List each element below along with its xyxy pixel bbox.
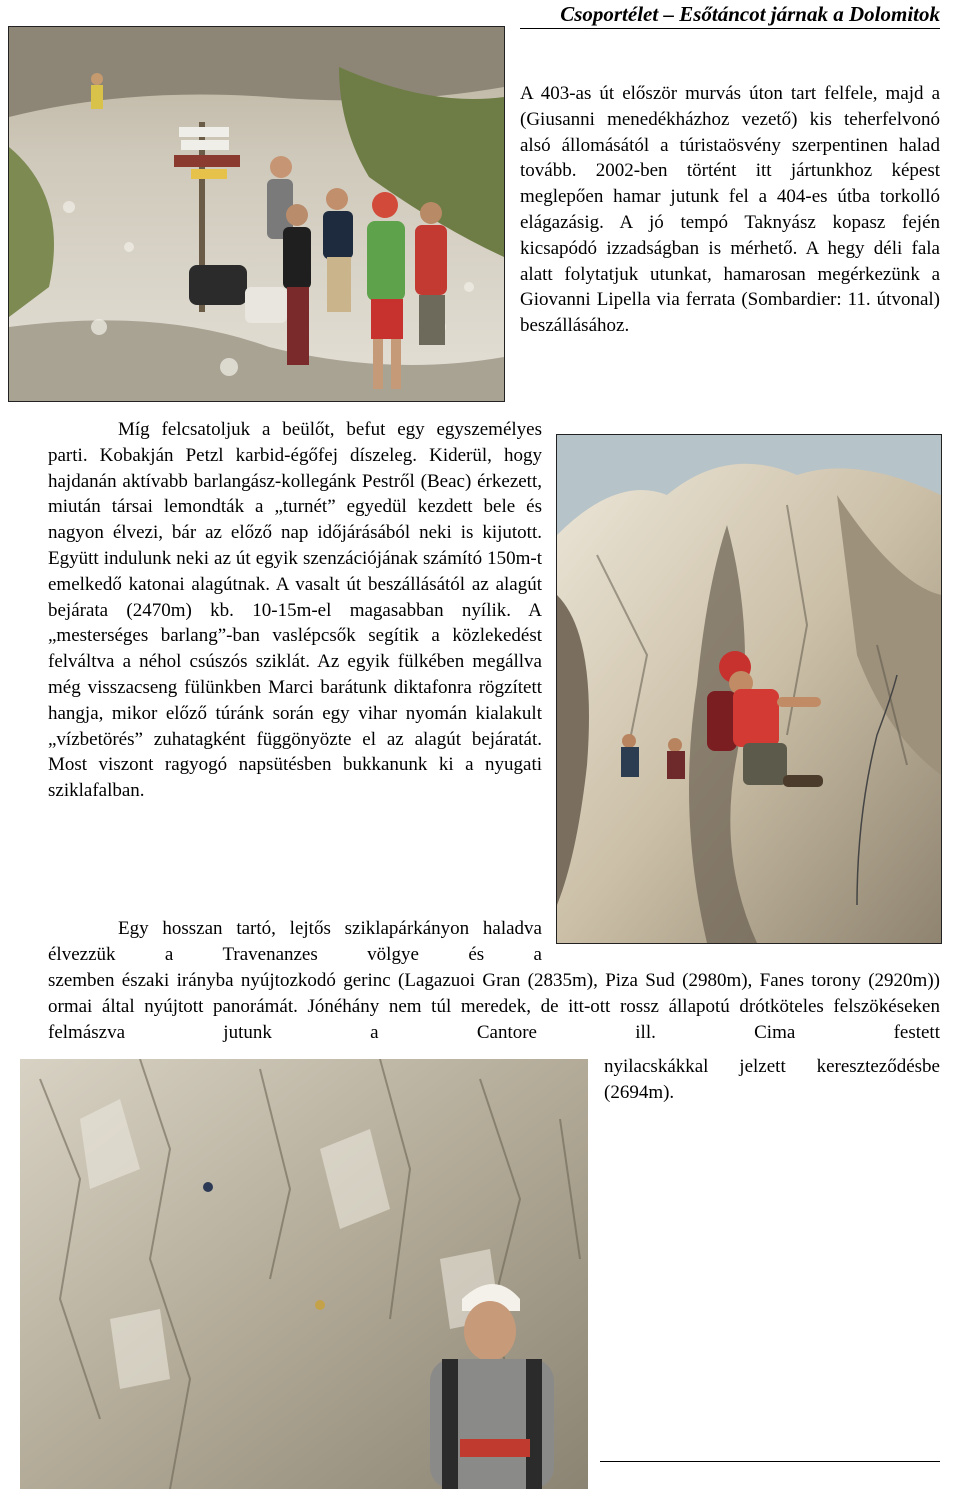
paragraph-tunnel: Míg felcsatoljuk a beülőt, befut egy egyszemélyes parti. Kobakján Petzl karbid-égőfej díszeleg. Kiderül, hogy hajdanán aktívabb barlangász-kollegánk Pestről (Beac) érkezett, miután társai lemondták a „turnét” egyedül kezdett bele és nagyon élvezi, bár az előző nap időjárásából neki is kijutott. Együtt indulunk neki az út egyik szenzációjának számító 150m-t emelkedő katonai alagútnak. A vasalt út beszállásától az alagút bejárata (2470m) kb. 10-15m-el magasabban nyílik. A „mesterséges barlang”-ban vaslépcsők segítik a közlekedést felváltva a néhol csúszós sziklát. Az egyik fülkében megállva még visszacseng fülünkben Marci barátunk diktafonra rögzített hangja, mikor előző túránk során egy vihar nyomán kialakult „vízbetörés” zuhatagként függönyözte el az alagút bejáratát. Most viszont ragyogó napsütésben bukkanunk ki a nyugati sziklafalban. (48, 419, 542, 802)
paragraph-crossing: nyilacskákkal jelzett kereszteződésbe (2694m). (604, 1056, 940, 1103)
bottom-rule (600, 1461, 940, 1462)
paragraph-ledge: Egy hosszan tartó, lejtős sziklapárkányon haladva élvezzük a Travenanzes völgye és a (48, 918, 542, 965)
hikers-signpost-photo (8, 26, 505, 402)
paragraph-route-403: A 403-as út először murvás úton tart felfele, majd a (Giusanni menedékházhoz vezető) kis teherfelvonó alsó állomásától a túristaösvény szerpentinen halad tovább. 2002-ben történt itt jártunkhoz képest meglepően hamar jutunk fel a 404-es útba torkolló elágazásig. A jó tempó Taknyász kopasz fején kicsapódó izzadságban is mérhető. A hegy déli fala alatt folytatjuk utunkat, hamarosan megérkezünk a Giovanni Lipella via ferrata (Sombardier: 11. útvonal) beszállásához. (520, 83, 940, 337)
climber-portrait-photo (20, 1059, 588, 1489)
paragraph-panorama: szemben északi irányba nyújtozkodó gerinc (Lagazuoi Gran (2835m), Piza Sud (2980m), Fanes torony (2920m)) ormai által nyújtott panorámát. Jónéhány nem túl meredek, de itt-ott rossz állapotú drótköteles felszökéseken felmászva jutunk a Cantore ill. Cima festett (48, 970, 940, 1043)
running-header: Csoportélet – Esőtáncot járnak a Dolomitok (560, 2, 940, 26)
header-rule (520, 28, 940, 29)
via-ferrata-climber-photo (556, 434, 942, 944)
